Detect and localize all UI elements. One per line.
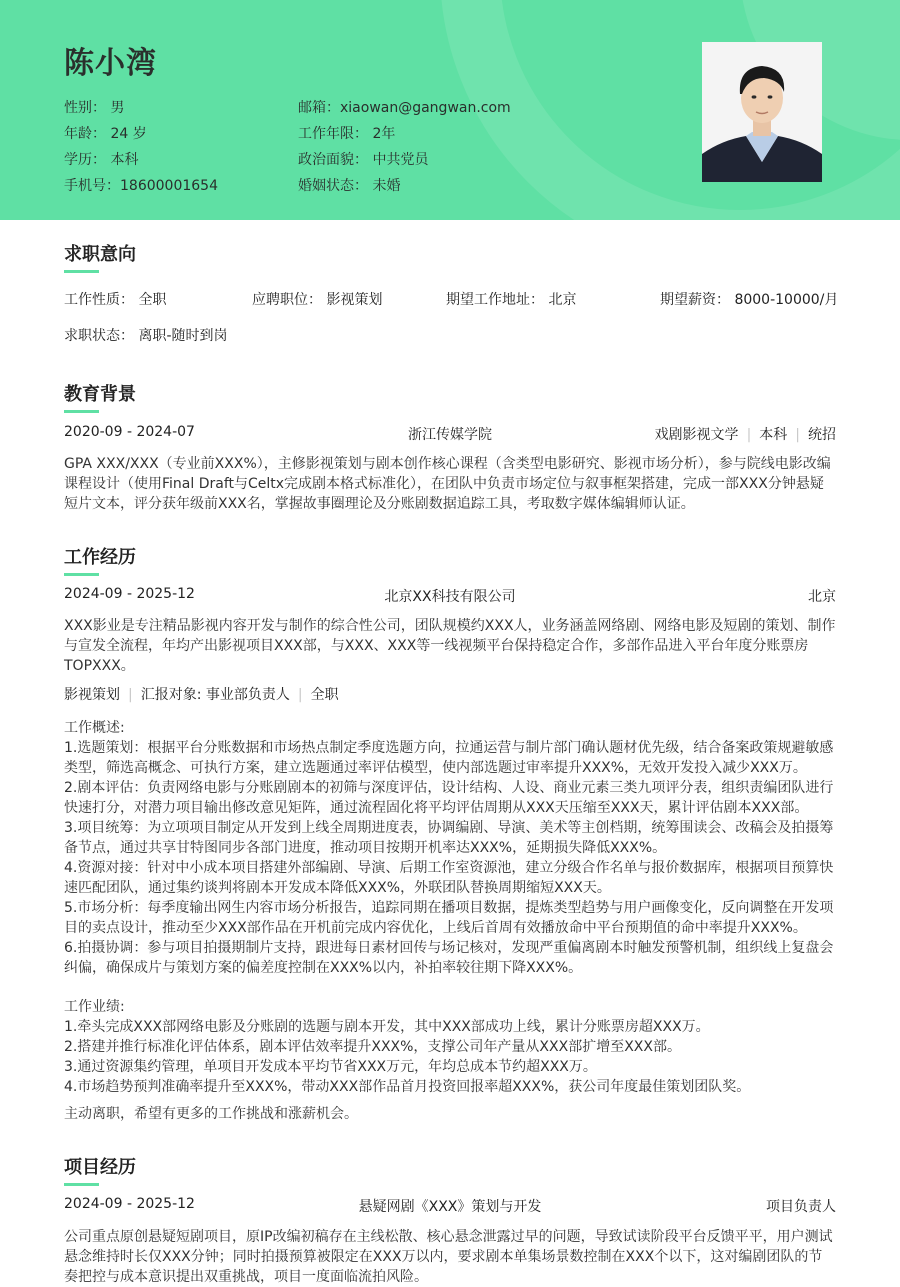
job-position: 应聘职位： 影视策划 bbox=[252, 292, 383, 308]
section-underline bbox=[64, 1183, 99, 1186]
company-name: 北京XX科技有限公司 bbox=[384, 589, 516, 605]
expected-salary: 期望薪资： 8000-10000/月 bbox=[660, 292, 839, 308]
political-status: 政治面貌： 中共党员 bbox=[298, 152, 429, 168]
achievement-item: 2.搭建并推行标准化评估体系，剧本评估效率提升XXX%，支撑公司年产量从XXX部扩增至XXX部。 bbox=[64, 1039, 681, 1055]
education-meta: 戏剧影视文学 | 本科 | 统招 bbox=[654, 427, 836, 443]
achievement-item: 4.市场趋势预判准确率提升至XXX%，带动XXX部作品首月投资回报率超XXX%，获公司年度最佳策划团队奖。 bbox=[64, 1079, 751, 1095]
section-title-work: 工作经历 bbox=[64, 547, 136, 568]
work-duties bbox=[64, 718, 836, 978]
work-tag: 影视策划 bbox=[64, 687, 120, 703]
major: 戏剧影视文学 bbox=[654, 427, 739, 443]
work-years: 工作年限： 2年 bbox=[298, 126, 396, 142]
duty-item: 6.拍摄协调：参与项目拍摄期制片支持，跟进每日素材回传与场记核对，发现严重偏离剧本时触发预警机制，组织线上复盘会纠偏，确保成片与策划方案的偏差度控制在XXX%以内，补拍率较往期下降XXX%。 bbox=[64, 940, 834, 976]
achievement-item: 3.通过资源集约管理，单项目开发成本平均节省XXX万元，年均总成本节约超XXX万。 bbox=[64, 1059, 597, 1075]
section-underline bbox=[64, 270, 99, 273]
duty-item: 5.市场分析：每季度输出网生内容市场分析报告，追踪同期在播项目数据，提炼类型趋势与用户画像变化，反向调整在开发项目的卖点设计，推动至少XXX部作品在开机前完成内容优化，上线后首周有效播放命中平台预期值的命中率提升XXX%。 bbox=[64, 900, 834, 936]
resume-header bbox=[0, 0, 900, 220]
section-title-education: 教育背景 bbox=[64, 384, 136, 405]
work-achievements bbox=[64, 997, 836, 1097]
work-header bbox=[64, 586, 836, 606]
overview-label: 工作概述: bbox=[64, 720, 125, 736]
work-tag: 汇报对象: 事业部负责人 bbox=[140, 687, 290, 703]
duty-item: 2.剧本评估：负责网络电影与分账剧剧本的初筛与深度评估，设计结构、人设、商业元素三类九项评分表，组织责编团队进行快速打分，对潜力项目输出修改意见矩阵，通过流程固化将平均评估周期从XXX天压缩至XXX天，累计评估剧本XXX部。 bbox=[64, 780, 834, 816]
education-period: 2020-09 - 2024-07 bbox=[64, 424, 195, 440]
section-underline bbox=[64, 410, 99, 413]
age: 年龄： 24 岁 bbox=[64, 126, 147, 142]
candidate-name: 陈小湾 bbox=[64, 46, 157, 81]
email: 邮箱：xiaowan@gangwan.com bbox=[298, 100, 511, 116]
section-title-project: 项目经历 bbox=[64, 1157, 136, 1178]
education-description: GPA XXX/XXX（专业前XXX%），主修影视策划与剧本创作核心课程（含类型电影研究、影视市场分析），参与院线电影改编课程设计（使用Final Draft与Celtx完成剧本格式标准化），在团队中负责市场定位与叙事框架搭建，完成一部XXX分钟悬疑短片文本，评分获年级前XXX名，掌握故事圈理论及分账剧数据追踪工具，考取数字媒体编辑师认证。 bbox=[64, 456, 831, 512]
duty-item: 1.选题策划：根据平台分账数据和市场热点制定季度选题方向，拉通运营与制片部门确认题材优先级，结合备案政策规避敏感类型，筛选高概念、可执行方案，建立选题通过率评估模型，使内部选题过审率提升XXX%，无效开发投入减少XXX万。 bbox=[64, 740, 834, 776]
leave-reason: 主动离职，希望有更多的工作挑战和涨薪机会。 bbox=[64, 1106, 358, 1122]
section-title-intent: 求职意向 bbox=[64, 244, 136, 265]
work-period: 2024-09 - 2025-12 bbox=[64, 586, 195, 602]
project-name: 悬疑网剧《XXX》策划与开发 bbox=[358, 1199, 542, 1215]
job-type: 工作性质： 全职 bbox=[64, 292, 167, 308]
education-header bbox=[64, 424, 836, 444]
degree: 本科 bbox=[759, 427, 788, 443]
company-description: XXX影业是专注精品影视内容开发与制作的综合性公司，团队规模约XXX人，业务涵盖网络剧、网络电影及短剧的策划、制作与宣发全流程，年均产出影视项目XXX部，与XXX、XXX等一线视频平台保持稳定合作，多部作品进入平台年度分账票房TOPXXX。 bbox=[64, 618, 836, 674]
duty-item: 3.项目统筹：为立项项目制定从开发到上线全周期进度表，协调编剧、导演、美术等主创档期，统筹围读会、改稿会及拍摄筹备节点，通过共享甘特图同步各部门进度，推动项目按期开机率达XXX%，延期损失降低XXX%。 bbox=[64, 820, 834, 856]
job-status: 求职状态： 离职-随时到岗 bbox=[64, 328, 228, 344]
marital-status: 婚姻状态： 未婚 bbox=[298, 178, 401, 194]
project-header bbox=[64, 1196, 836, 1216]
achievements-label: 工作业绩: bbox=[64, 999, 125, 1015]
project-period: 2024-09 - 2025-12 bbox=[64, 1196, 195, 1212]
gender: 性别： 男 bbox=[64, 100, 125, 116]
work-city: 北京 bbox=[808, 589, 836, 605]
project-description: 公司重点原创悬疑短剧项目，原IP改编初稿存在主线松散、核心悬念泄露过早的问题，导致试读阶段平台反馈平平，用户测试悬念维持时长仅XXX分钟；同时拍摄预算被限定在XXX万以内，要求剧本单集场景数控制在XXX个以下，这对编剧团队的节奏把控与成本意识提出双重挑战，项目一度面临流拍风险。 bbox=[64, 1229, 833, 1285]
education-level: 学历： 本科 bbox=[64, 152, 139, 168]
work-tags: 影视策划 | 汇报对象: 事业部负责人 | 全职 bbox=[64, 687, 339, 703]
study-mode: 统招 bbox=[808, 427, 836, 443]
job-location: 期望工作地址： 北京 bbox=[446, 292, 577, 308]
section-underline bbox=[64, 573, 99, 576]
profile-photo bbox=[702, 42, 822, 182]
achievement-item: 1.牵头完成XXX部网络电影及分账剧的选题与剧本开发，其中XXX部成功上线，累计分账票房超XXX万。 bbox=[64, 1019, 710, 1035]
duty-item: 4.资源对接：针对中小成本项目搭建外部编剧、导演、后期工作室资源池，建立分级合作名单与报价数据库，根据项目预算快速匹配团队，通过集约谈判将剧本开发成本降低XXX%，外联团队替换周期缩短XXX天。 bbox=[64, 860, 834, 896]
phone: 手机号：18600001654 bbox=[64, 178, 218, 194]
project-role: 项目负责人 bbox=[766, 1199, 836, 1215]
school-name: 浙江传媒学院 bbox=[408, 427, 492, 443]
work-tag: 全职 bbox=[310, 687, 339, 703]
